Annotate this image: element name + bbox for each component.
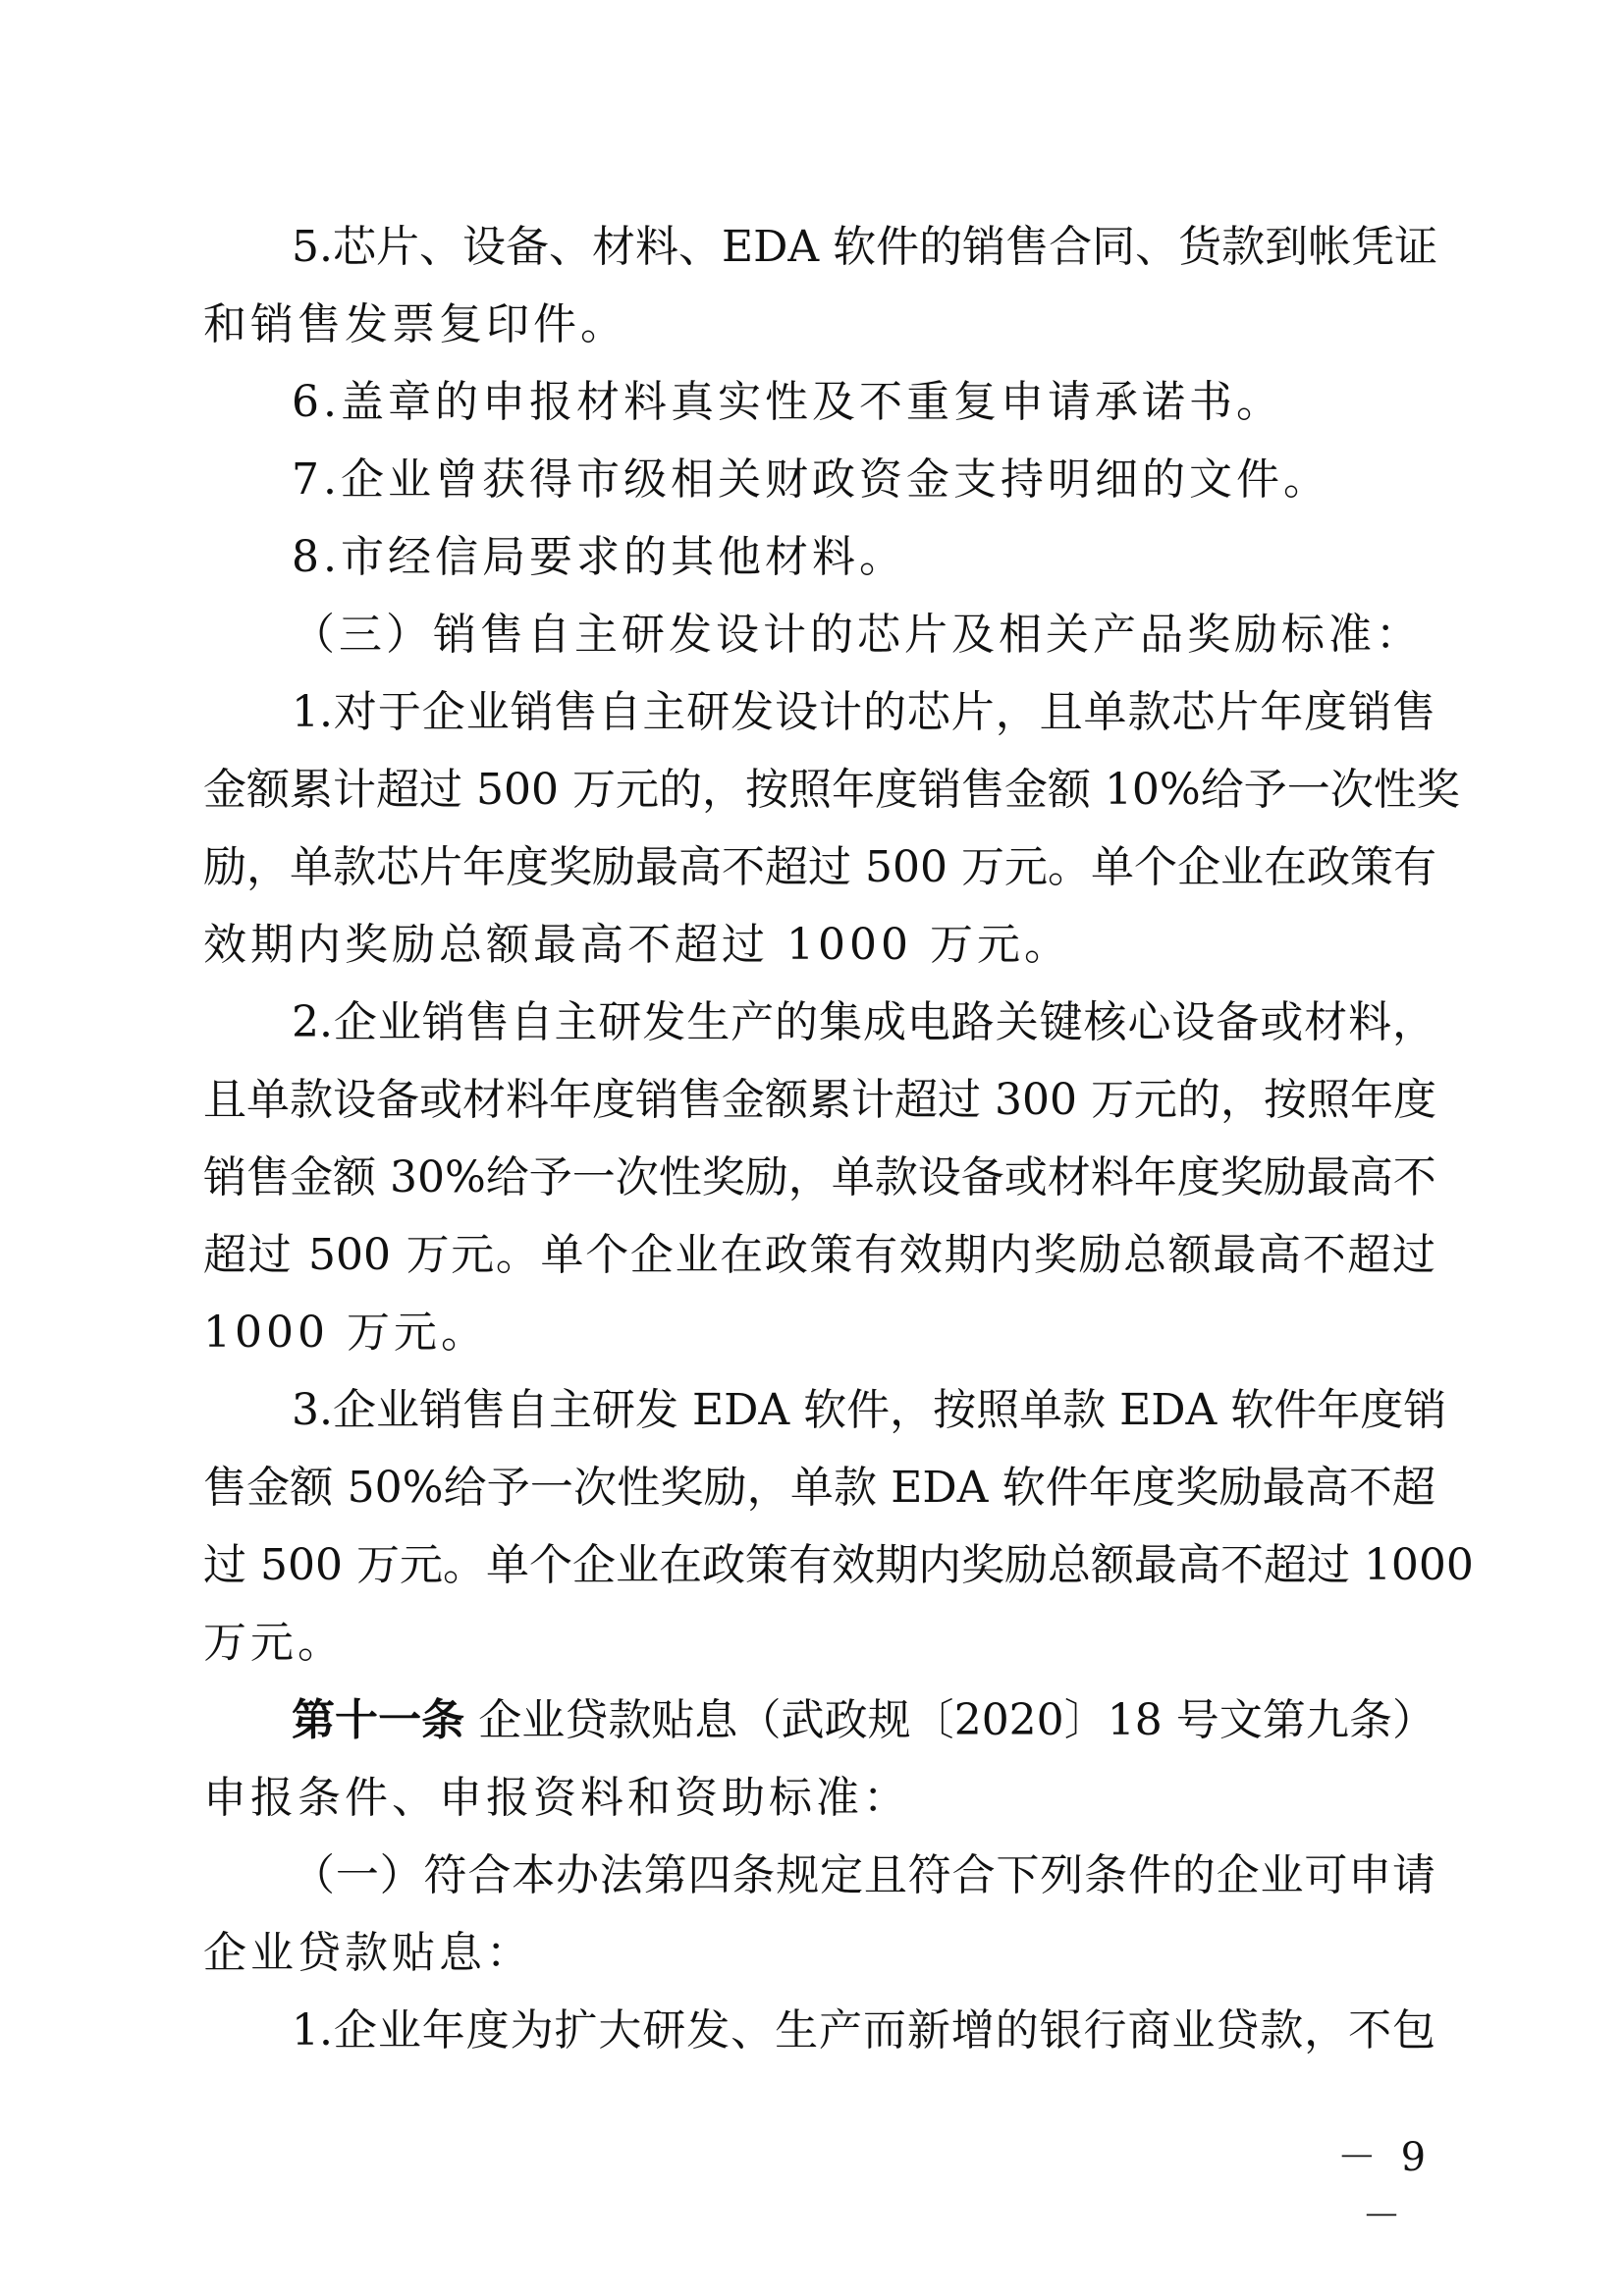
text-line: 8.市经信局要求的其他材料。 (292, 532, 906, 582)
article-title: 企业贷款贴息（武政规〔2020〕18 号文第九条） (478, 1695, 1435, 1745)
page-number: － 9 － (1336, 2135, 1433, 2239)
text-line: 企业贷款贴息： (203, 1928, 533, 1978)
text-line: 和销售发票复印件。 (203, 299, 627, 349)
document-body (203, 208, 1474, 2069)
text-line: （一）符合本办法第四条规定且符合下列条件的企业可申请 (292, 1850, 1435, 1900)
text-line: 1.对于企业销售自主研发设计的芯片，且单款芯片年度销售 (292, 687, 1435, 737)
text-line: 2.企业销售自主研发生产的集成电路关键核心设备或材料， (292, 997, 1435, 1047)
text-line: 超过 500 万元。单个企业在政策有效期内奖励总额最高不超过 (203, 1230, 1435, 1280)
article-heading-line (203, 1682, 1435, 1759)
text-line: 且单款设备或材料年度销售金额累计超过 300 万元的，按照年度 (203, 1075, 1436, 1125)
text-line: 励，单款芯片年度奖励最高不超过 500 万元。单个企业在政策有 (203, 842, 1436, 892)
text-line: 金额累计超过 500 万元的，按照年度销售金额 10%给予一次性奖 (203, 765, 1460, 815)
article-number: 第十一条 (292, 1695, 465, 1745)
text-line: 7.企业曾获得市级相关财政资金支持明细的文件。 (292, 454, 1330, 505)
section-subheading: （三）销售自主研发设计的芯片及相关产品奖励标准： (292, 610, 1423, 660)
text-line: 1.企业年度为扩大研发、生产而新增的银行商业贷款，不包 (292, 2005, 1435, 2056)
text-line: 销售金额 30%给予一次性奖励，单款设备或材料年度奖励最高不 (203, 1152, 1436, 1202)
text-line: 万元。 (203, 1618, 345, 1668)
text-line: 5.芯片、设备、材料、EDA 软件的销售合同、货款到帐凭证 (292, 222, 1438, 272)
text-line: 售金额 50%给予一次性奖励，单款 EDA 软件年度奖励最高不超 (203, 1463, 1435, 1513)
text-line: 6.盖章的申报材料真实性及不重复申请承诺书。 (292, 377, 1283, 427)
text-line: 申报条件、申报资料和资助标准： (203, 1773, 910, 1823)
text-line: 1000 万元。 (203, 1308, 488, 1358)
text-line: 效期内奖励总额最高不超过 1000 万元。 (203, 920, 1071, 970)
text-line: 3.企业销售自主研发 EDA 软件，按照单款 EDA 软件年度销 (292, 1385, 1447, 1435)
text-line: 过 500 万元。单个企业在政策有效期内奖励总额最高不超过 1000 (203, 1540, 1474, 1590)
